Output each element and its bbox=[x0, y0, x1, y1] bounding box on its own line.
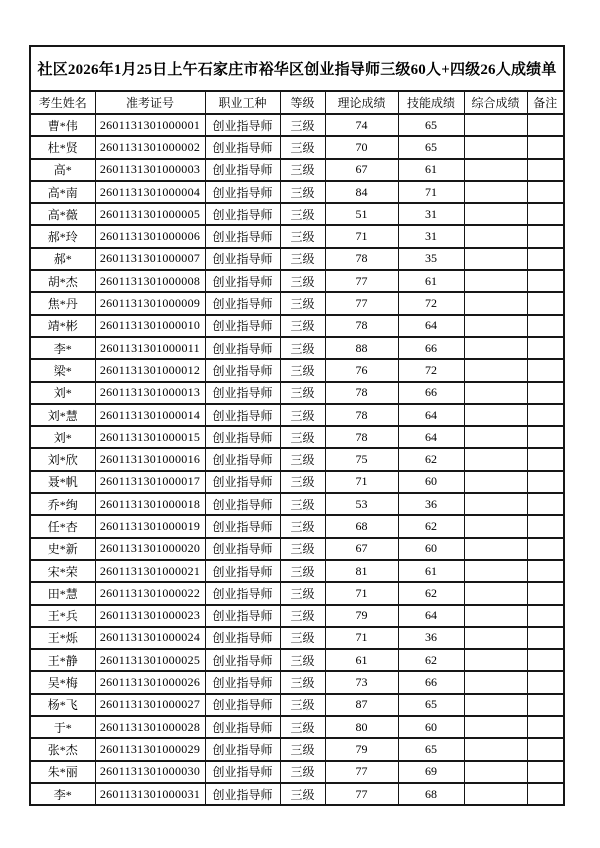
exam-id-cell: 2601131301000015 bbox=[95, 426, 205, 448]
candidate-name-cell: 刘*欣 bbox=[30, 448, 95, 470]
remark-cell bbox=[527, 582, 564, 604]
table-row bbox=[30, 203, 564, 225]
occupation-cell: 创业指导师 bbox=[205, 404, 280, 426]
grade-cell: 三级 bbox=[280, 270, 325, 292]
composite-score-cell bbox=[464, 493, 527, 515]
remark-cell bbox=[527, 270, 564, 292]
theory-score-cell: 81 bbox=[325, 560, 398, 582]
skill-score-cell: 66 bbox=[398, 671, 464, 693]
candidate-name-cell: 任*杏 bbox=[30, 515, 95, 537]
remark-cell bbox=[527, 649, 564, 671]
skill-score-cell: 64 bbox=[398, 605, 464, 627]
occupation-cell: 创业指导师 bbox=[205, 225, 280, 247]
grade-cell: 三级 bbox=[280, 114, 325, 136]
grade-cell: 三级 bbox=[280, 382, 325, 404]
occupation-cell: 创业指导师 bbox=[205, 248, 280, 270]
composite-score-cell bbox=[464, 315, 527, 337]
candidate-name-cell: 李* bbox=[30, 783, 95, 805]
remark-cell bbox=[527, 114, 564, 136]
candidate-name-cell: 吴*梅 bbox=[30, 671, 95, 693]
occupation-cell: 创业指导师 bbox=[205, 426, 280, 448]
exam-id-cell: 2601131301000012 bbox=[95, 359, 205, 381]
grade-cell: 三级 bbox=[280, 337, 325, 359]
exam-id-cell: 2601131301000024 bbox=[95, 627, 205, 649]
remark-cell bbox=[527, 783, 564, 805]
theory-score-cell: 79 bbox=[325, 605, 398, 627]
grade-cell: 三级 bbox=[280, 783, 325, 805]
occupation-cell: 创业指导师 bbox=[205, 761, 280, 783]
occupation-cell: 创业指导师 bbox=[205, 382, 280, 404]
composite-score-cell bbox=[464, 270, 527, 292]
table-row bbox=[30, 627, 564, 649]
candidate-name-cell: 刘* bbox=[30, 382, 95, 404]
skill-score-cell: 62 bbox=[398, 448, 464, 470]
candidate-name-cell: 高* bbox=[30, 159, 95, 181]
candidate-name-cell: 于* bbox=[30, 716, 95, 738]
composite-score-cell bbox=[464, 248, 527, 270]
exam-id-cell: 2601131301000028 bbox=[95, 716, 205, 738]
occupation-cell: 创业指导师 bbox=[205, 292, 280, 314]
occupation-cell: 创业指导师 bbox=[205, 671, 280, 693]
candidate-name-cell: 焦*丹 bbox=[30, 292, 95, 314]
theory-score-cell: 73 bbox=[325, 671, 398, 693]
grade-cell: 三级 bbox=[280, 359, 325, 381]
remark-cell bbox=[527, 493, 564, 515]
table-row bbox=[30, 605, 564, 627]
composite-score-cell bbox=[464, 114, 527, 136]
occupation-cell: 创业指导师 bbox=[205, 493, 280, 515]
grade-cell: 三级 bbox=[280, 716, 325, 738]
composite-score-cell bbox=[464, 382, 527, 404]
theory-score-cell: 88 bbox=[325, 337, 398, 359]
occupation-cell: 创业指导师 bbox=[205, 136, 280, 158]
composite-score-cell bbox=[464, 582, 527, 604]
composite-score-cell bbox=[464, 761, 527, 783]
table-row bbox=[30, 761, 564, 783]
skill-score-cell: 62 bbox=[398, 649, 464, 671]
exam-id-cell: 2601131301000004 bbox=[95, 181, 205, 203]
score-table bbox=[29, 45, 565, 806]
grade-cell: 三级 bbox=[280, 426, 325, 448]
remark-cell bbox=[527, 315, 564, 337]
grade-cell: 三级 bbox=[280, 627, 325, 649]
skill-score-cell: 66 bbox=[398, 337, 464, 359]
theory-score-cell: 77 bbox=[325, 270, 398, 292]
exam-id-cell: 2601131301000027 bbox=[95, 694, 205, 716]
table-row bbox=[30, 225, 564, 247]
skill-score-cell: 72 bbox=[398, 359, 464, 381]
composite-score-cell bbox=[464, 627, 527, 649]
exam-id-cell: 2601131301000022 bbox=[95, 582, 205, 604]
skill-score-cell: 72 bbox=[398, 292, 464, 314]
grade-cell: 三级 bbox=[280, 493, 325, 515]
theory-score-cell: 67 bbox=[325, 159, 398, 181]
theory-score-cell: 87 bbox=[325, 694, 398, 716]
theory-score-cell: 67 bbox=[325, 538, 398, 560]
exam-id-cell: 2601131301000003 bbox=[95, 159, 205, 181]
candidate-name-cell: 朱*丽 bbox=[30, 761, 95, 783]
header-grade: 等级 bbox=[280, 91, 325, 114]
composite-score-cell bbox=[464, 337, 527, 359]
remark-cell bbox=[527, 538, 564, 560]
grade-cell: 三级 bbox=[280, 315, 325, 337]
header-skill-score: 技能成绩 bbox=[398, 91, 464, 114]
skill-score-cell: 65 bbox=[398, 114, 464, 136]
occupation-cell: 创业指导师 bbox=[205, 359, 280, 381]
skill-score-cell: 60 bbox=[398, 471, 464, 493]
skill-score-cell: 61 bbox=[398, 159, 464, 181]
candidate-name-cell: 王*兵 bbox=[30, 605, 95, 627]
candidate-name-cell: 田*慧 bbox=[30, 582, 95, 604]
grade-cell: 三级 bbox=[280, 248, 325, 270]
table-row bbox=[30, 694, 564, 716]
exam-id-cell: 2601131301000019 bbox=[95, 515, 205, 537]
skill-score-cell: 36 bbox=[398, 627, 464, 649]
remark-cell bbox=[527, 359, 564, 381]
theory-score-cell: 78 bbox=[325, 382, 398, 404]
table-row bbox=[30, 382, 564, 404]
skill-score-cell: 64 bbox=[398, 315, 464, 337]
table-title-row bbox=[30, 46, 564, 91]
remark-cell bbox=[527, 404, 564, 426]
remark-cell bbox=[527, 426, 564, 448]
candidate-name-cell: 乔*绚 bbox=[30, 493, 95, 515]
remark-cell bbox=[527, 716, 564, 738]
skill-score-cell: 36 bbox=[398, 493, 464, 515]
candidate-name-cell: 史*新 bbox=[30, 538, 95, 560]
theory-score-cell: 71 bbox=[325, 471, 398, 493]
table-row bbox=[30, 582, 564, 604]
remark-cell bbox=[527, 694, 564, 716]
exam-id-cell: 2601131301000018 bbox=[95, 493, 205, 515]
table-row bbox=[30, 359, 564, 381]
table-row bbox=[30, 538, 564, 560]
exam-id-cell: 2601131301000031 bbox=[95, 783, 205, 805]
composite-score-cell bbox=[464, 560, 527, 582]
table-row bbox=[30, 426, 564, 448]
theory-score-cell: 76 bbox=[325, 359, 398, 381]
exam-id-cell: 2601131301000016 bbox=[95, 448, 205, 470]
remark-cell bbox=[527, 181, 564, 203]
grade-cell: 三级 bbox=[280, 181, 325, 203]
composite-score-cell bbox=[464, 471, 527, 493]
composite-score-cell bbox=[464, 671, 527, 693]
theory-score-cell: 84 bbox=[325, 181, 398, 203]
candidate-name-cell: 王*烁 bbox=[30, 627, 95, 649]
skill-score-cell: 69 bbox=[398, 761, 464, 783]
remark-cell bbox=[527, 761, 564, 783]
composite-score-cell bbox=[464, 359, 527, 381]
table-row bbox=[30, 493, 564, 515]
grade-cell: 三级 bbox=[280, 515, 325, 537]
grade-cell: 三级 bbox=[280, 159, 325, 181]
exam-id-cell: 2601131301000009 bbox=[95, 292, 205, 314]
grade-cell: 三级 bbox=[280, 605, 325, 627]
table-row bbox=[30, 716, 564, 738]
grade-cell: 三级 bbox=[280, 649, 325, 671]
candidate-name-cell: 王*静 bbox=[30, 649, 95, 671]
skill-score-cell: 60 bbox=[398, 538, 464, 560]
table-row bbox=[30, 114, 564, 136]
header-theory-score: 理论成绩 bbox=[325, 91, 398, 114]
theory-score-cell: 78 bbox=[325, 426, 398, 448]
exam-id-cell: 2601131301000025 bbox=[95, 649, 205, 671]
remark-cell bbox=[527, 159, 564, 181]
remark-cell bbox=[527, 671, 564, 693]
table-row bbox=[30, 292, 564, 314]
theory-score-cell: 51 bbox=[325, 203, 398, 225]
occupation-cell: 创业指导师 bbox=[205, 270, 280, 292]
table-row bbox=[30, 471, 564, 493]
table-row bbox=[30, 248, 564, 270]
exam-id-cell: 2601131301000006 bbox=[95, 225, 205, 247]
table-row bbox=[30, 783, 564, 805]
candidate-name-cell: 杜*贤 bbox=[30, 136, 95, 158]
exam-id-cell: 2601131301000002 bbox=[95, 136, 205, 158]
candidate-name-cell: 靖*彬 bbox=[30, 315, 95, 337]
composite-score-cell bbox=[464, 225, 527, 247]
grade-cell: 三级 bbox=[280, 761, 325, 783]
theory-score-cell: 77 bbox=[325, 783, 398, 805]
candidate-name-cell: 刘*慧 bbox=[30, 404, 95, 426]
skill-score-cell: 66 bbox=[398, 382, 464, 404]
composite-score-cell bbox=[464, 404, 527, 426]
occupation-cell: 创业指导师 bbox=[205, 716, 280, 738]
table-row bbox=[30, 448, 564, 470]
table-row bbox=[30, 671, 564, 693]
occupation-cell: 创业指导师 bbox=[205, 738, 280, 760]
remark-cell bbox=[527, 560, 564, 582]
theory-score-cell: 78 bbox=[325, 315, 398, 337]
exam-id-cell: 2601131301000029 bbox=[95, 738, 205, 760]
occupation-cell: 创业指导师 bbox=[205, 649, 280, 671]
table-row bbox=[30, 136, 564, 158]
table-row bbox=[30, 649, 564, 671]
exam-id-cell: 2601131301000023 bbox=[95, 605, 205, 627]
table-header-row bbox=[30, 91, 564, 114]
exam-id-cell: 2601131301000013 bbox=[95, 382, 205, 404]
exam-id-cell: 2601131301000001 bbox=[95, 114, 205, 136]
exam-id-cell: 2601131301000010 bbox=[95, 315, 205, 337]
remark-cell bbox=[527, 382, 564, 404]
grade-cell: 三级 bbox=[280, 225, 325, 247]
skill-score-cell: 61 bbox=[398, 560, 464, 582]
occupation-cell: 创业指导师 bbox=[205, 582, 280, 604]
header-exam-id: 准考证号 bbox=[95, 91, 205, 114]
theory-score-cell: 71 bbox=[325, 627, 398, 649]
exam-id-cell: 2601131301000011 bbox=[95, 337, 205, 359]
exam-id-cell: 2601131301000005 bbox=[95, 203, 205, 225]
table-row bbox=[30, 270, 564, 292]
candidate-name-cell: 宋*荣 bbox=[30, 560, 95, 582]
skill-score-cell: 61 bbox=[398, 270, 464, 292]
page-title: 社区2026年1月25日上午石家庄市裕华区创业指导师三级60人+四级26人成绩单 bbox=[30, 46, 564, 91]
composite-score-cell bbox=[464, 181, 527, 203]
header-remark: 备注 bbox=[527, 91, 564, 114]
grade-cell: 三级 bbox=[280, 404, 325, 426]
theory-score-cell: 77 bbox=[325, 761, 398, 783]
composite-score-cell bbox=[464, 159, 527, 181]
skill-score-cell: 64 bbox=[398, 404, 464, 426]
skill-score-cell: 71 bbox=[398, 181, 464, 203]
candidate-name-cell: 杨*飞 bbox=[30, 694, 95, 716]
remark-cell bbox=[527, 471, 564, 493]
theory-score-cell: 75 bbox=[325, 448, 398, 470]
candidate-name-cell: 李* bbox=[30, 337, 95, 359]
exam-id-cell: 2601131301000021 bbox=[95, 560, 205, 582]
header-candidate-name: 考生姓名 bbox=[30, 91, 95, 114]
grade-cell: 三级 bbox=[280, 203, 325, 225]
occupation-cell: 创业指导师 bbox=[205, 448, 280, 470]
grade-cell: 三级 bbox=[280, 292, 325, 314]
composite-score-cell bbox=[464, 605, 527, 627]
occupation-cell: 创业指导师 bbox=[205, 181, 280, 203]
theory-score-cell: 61 bbox=[325, 649, 398, 671]
occupation-cell: 创业指导师 bbox=[205, 315, 280, 337]
table-row bbox=[30, 315, 564, 337]
exam-id-cell: 2601131301000030 bbox=[95, 761, 205, 783]
candidate-name-cell: 高*南 bbox=[30, 181, 95, 203]
composite-score-cell bbox=[464, 292, 527, 314]
theory-score-cell: 70 bbox=[325, 136, 398, 158]
grade-cell: 三级 bbox=[280, 671, 325, 693]
score-table-body bbox=[30, 114, 564, 805]
skill-score-cell: 65 bbox=[398, 694, 464, 716]
remark-cell bbox=[527, 203, 564, 225]
composite-score-cell bbox=[464, 783, 527, 805]
grade-cell: 三级 bbox=[280, 738, 325, 760]
occupation-cell: 创业指导师 bbox=[205, 114, 280, 136]
header-occupation: 职业工种 bbox=[205, 91, 280, 114]
theory-score-cell: 71 bbox=[325, 582, 398, 604]
remark-cell bbox=[527, 738, 564, 760]
candidate-name-cell: 刘* bbox=[30, 426, 95, 448]
exam-id-cell: 2601131301000026 bbox=[95, 671, 205, 693]
remark-cell bbox=[527, 248, 564, 270]
composite-score-cell bbox=[464, 136, 527, 158]
grade-cell: 三级 bbox=[280, 448, 325, 470]
theory-score-cell: 74 bbox=[325, 114, 398, 136]
candidate-name-cell: 郝*玲 bbox=[30, 225, 95, 247]
theory-score-cell: 53 bbox=[325, 493, 398, 515]
composite-score-cell bbox=[464, 515, 527, 537]
theory-score-cell: 68 bbox=[325, 515, 398, 537]
skill-score-cell: 62 bbox=[398, 582, 464, 604]
grade-cell: 三级 bbox=[280, 560, 325, 582]
table-row bbox=[30, 337, 564, 359]
header-composite-score: 综合成绩 bbox=[464, 91, 527, 114]
candidate-name-cell: 梁* bbox=[30, 359, 95, 381]
occupation-cell: 创业指导师 bbox=[205, 605, 280, 627]
remark-cell bbox=[527, 337, 564, 359]
occupation-cell: 创业指导师 bbox=[205, 471, 280, 493]
occupation-cell: 创业指导师 bbox=[205, 159, 280, 181]
exam-id-cell: 2601131301000007 bbox=[95, 248, 205, 270]
composite-score-cell bbox=[464, 738, 527, 760]
table-row bbox=[30, 181, 564, 203]
candidate-name-cell: 胡*杰 bbox=[30, 270, 95, 292]
remark-cell bbox=[527, 515, 564, 537]
table-row bbox=[30, 515, 564, 537]
theory-score-cell: 79 bbox=[325, 738, 398, 760]
exam-id-cell: 2601131301000017 bbox=[95, 471, 205, 493]
occupation-cell: 创业指导师 bbox=[205, 627, 280, 649]
grade-cell: 三级 bbox=[280, 694, 325, 716]
grade-cell: 三级 bbox=[280, 136, 325, 158]
occupation-cell: 创业指导师 bbox=[205, 337, 280, 359]
exam-id-cell: 2601131301000008 bbox=[95, 270, 205, 292]
occupation-cell: 创业指导师 bbox=[205, 515, 280, 537]
candidate-name-cell: 郝* bbox=[30, 248, 95, 270]
remark-cell bbox=[527, 605, 564, 627]
grade-cell: 三级 bbox=[280, 538, 325, 560]
occupation-cell: 创业指导师 bbox=[205, 560, 280, 582]
skill-score-cell: 35 bbox=[398, 248, 464, 270]
skill-score-cell: 62 bbox=[398, 515, 464, 537]
composite-score-cell bbox=[464, 649, 527, 671]
skill-score-cell: 60 bbox=[398, 716, 464, 738]
exam-id-cell: 2601131301000020 bbox=[95, 538, 205, 560]
remark-cell bbox=[527, 448, 564, 470]
occupation-cell: 创业指导师 bbox=[205, 783, 280, 805]
theory-score-cell: 80 bbox=[325, 716, 398, 738]
table-row bbox=[30, 404, 564, 426]
occupation-cell: 创业指导师 bbox=[205, 694, 280, 716]
skill-score-cell: 65 bbox=[398, 738, 464, 760]
composite-score-cell bbox=[464, 716, 527, 738]
candidate-name-cell: 聂*帆 bbox=[30, 471, 95, 493]
composite-score-cell bbox=[464, 426, 527, 448]
occupation-cell: 创业指导师 bbox=[205, 538, 280, 560]
remark-cell bbox=[527, 225, 564, 247]
theory-score-cell: 78 bbox=[325, 404, 398, 426]
candidate-name-cell: 曹*伟 bbox=[30, 114, 95, 136]
theory-score-cell: 71 bbox=[325, 225, 398, 247]
theory-score-cell: 77 bbox=[325, 292, 398, 314]
skill-score-cell: 31 bbox=[398, 203, 464, 225]
candidate-name-cell: 张*杰 bbox=[30, 738, 95, 760]
composite-score-cell bbox=[464, 694, 527, 716]
skill-score-cell: 64 bbox=[398, 426, 464, 448]
composite-score-cell bbox=[464, 538, 527, 560]
grade-cell: 三级 bbox=[280, 582, 325, 604]
occupation-cell: 创业指导师 bbox=[205, 203, 280, 225]
composite-score-cell bbox=[464, 203, 527, 225]
remark-cell bbox=[527, 136, 564, 158]
table-row bbox=[30, 560, 564, 582]
skill-score-cell: 65 bbox=[398, 136, 464, 158]
composite-score-cell bbox=[464, 448, 527, 470]
candidate-name-cell: 高*薇 bbox=[30, 203, 95, 225]
table-row bbox=[30, 738, 564, 760]
skill-score-cell: 68 bbox=[398, 783, 464, 805]
grade-cell: 三级 bbox=[280, 471, 325, 493]
remark-cell bbox=[527, 292, 564, 314]
theory-score-cell: 78 bbox=[325, 248, 398, 270]
remark-cell bbox=[527, 627, 564, 649]
exam-id-cell: 2601131301000014 bbox=[95, 404, 205, 426]
skill-score-cell: 31 bbox=[398, 225, 464, 247]
table-row bbox=[30, 159, 564, 181]
